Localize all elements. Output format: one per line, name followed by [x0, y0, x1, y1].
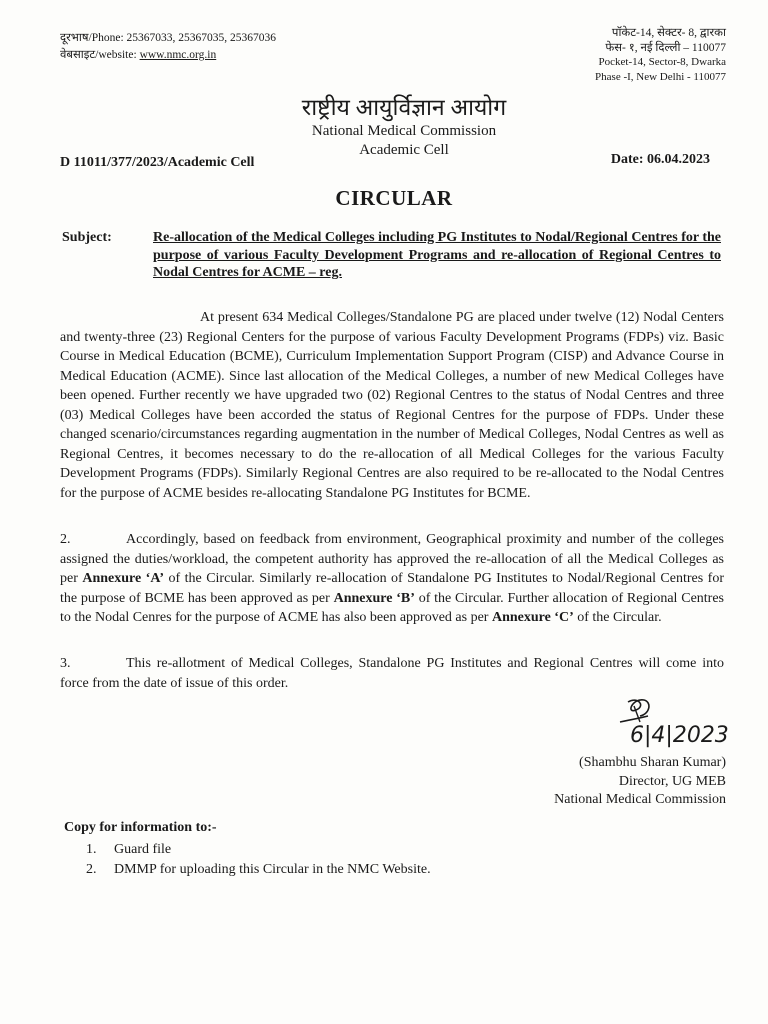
- address-hi-line-1: पॉकेट-14, सेक्टर- 8, द्वारका: [611, 27, 726, 39]
- list-item-number: 1.: [86, 842, 97, 857]
- paragraph-3-number: 3.: [60, 656, 71, 671]
- org-heading: [0, 94, 768, 160]
- list-item-text: Guard file: [114, 842, 172, 857]
- paragraph-1-text: At present 634 Medical Colleges/Standalone PG are placed under twelve (12) Nodal Centers and twenty-three (23) Regional Centers for the purpose of various Faculty Development Programs (FDPs) viz. Basic Course in Medical Education (BCME), Curriculum Implementation Support Program (CISP) and Advance Course in Medical Education (ACME). Since last allocation of the Medical Colleges, a number of new Medical Colleges have been opened. Further recently we have upgraded two (02) Regional Centres to the status of Nodal Centres and three (03) Medical Colleges have been accorded the status of Regional Centres for the purpose of FDPs. Under these changed scenario/circumstances regarding augmentation in the number of Medical Colleges, Nodal Centres as well as Regional Centres, it becomes necessary to do the re-allocation of all Medical Colleges for the various Faculty Development Programs (FDPs). Similarly Regional Centres are also required to be re-allocated to the Nodal Centres for the purpose of ACME besides re-allocating Standalone PG Institutes for BCME.: [60, 310, 724, 501]
- list-item: [86, 860, 431, 880]
- address-block: [595, 26, 726, 84]
- list-item-number: 2.: [86, 861, 97, 877]
- signatory-org: National Medical Commission: [554, 792, 726, 807]
- paragraph-3: [60, 654, 724, 693]
- copy-list: [86, 840, 431, 879]
- website-link[interactable]: www.nmc.org.in: [139, 49, 217, 61]
- annexure-c: Annexure ‘C’: [491, 610, 574, 625]
- address-en-line-2: Phase -I, New Delhi - 110077: [595, 70, 726, 83]
- list-item: [86, 840, 431, 860]
- circular-date: Date: 06.04.2023: [610, 152, 710, 167]
- handwritten-signature: [610, 692, 740, 750]
- signatory-designation: Director, UG MEB: [618, 773, 726, 789]
- address-hi-line-2: फेस- १, नई दिल्ली – 110077: [605, 41, 726, 54]
- paragraph-2: [60, 530, 724, 628]
- paragraph-2-text-3: of the Circular. Further allocation of Regional Centres to the Nodal Cenres for the purpose of ACME has also been approved as per: [60, 590, 724, 625]
- paragraph-2-text-1: Accordingly, based on feedback from environment, Geographical proximity and number of the colleges assigned the duties/workload, the competent authority has approved the re-allocation of all the Medical Colleges as per: [60, 532, 724, 586]
- signatory-block: [554, 754, 726, 810]
- copy-heading: Copy for information to:-: [64, 820, 217, 835]
- org-cell: Academic Cell: [359, 142, 449, 158]
- annexure-a: Annexure ‘A’: [82, 571, 165, 586]
- paragraph-1: [60, 308, 724, 503]
- paragraph-3-text: This re-allotment of Medical Colleges, Standalone PG Institutes and Regional Centres will come into force from the date of issue of this order.: [60, 656, 724, 691]
- paragraph-2-text-2: of the Circular. Similarly re-allocation of Standalone PG Institutes to Nodal/Regional Centres for the purpose of BCME has been approved as per: [60, 571, 724, 606]
- org-name-hindi: राष्ट्रीय आयुर्विज्ञान आयोग: [301, 95, 507, 120]
- signature-date: 6|4|2023: [630, 723, 729, 748]
- website-line: [60, 47, 276, 64]
- paragraph-2-number: 2.: [60, 532, 71, 547]
- subject-label: Subject:: [62, 230, 112, 245]
- paragraph-2-text-4: of the Circular.: [573, 610, 662, 625]
- org-name-english: National Medical Commission: [311, 123, 497, 139]
- address-en-line-1: Pocket-14, Sector-8, Dwarka: [598, 56, 726, 68]
- phone-line: दूरभाष/Phone: 25367033, 25367035, 25367036: [60, 32, 277, 44]
- website-label: वेबसाइट/website:: [60, 49, 140, 61]
- annexure-b: Annexure ‘B’: [333, 590, 415, 606]
- page-title: CIRCULAR: [335, 186, 453, 210]
- signatory-name: (Shambhu Sharan Kumar): [579, 755, 726, 770]
- reference-number: D 11011/377/2023/Academic Cell: [60, 155, 255, 170]
- subject-text: Re-allocation of the Medical Colleges including PG Institutes to Nodal/Regional Centres for the purpose of various Faculty Development Programs and re-allocation of Regional Centres to Nodal Centres for ACME – reg.: [153, 230, 721, 280]
- contact-block: [60, 30, 276, 64]
- list-item-text: DMMP for uploading this Circular in the NMC Website.: [114, 861, 431, 877]
